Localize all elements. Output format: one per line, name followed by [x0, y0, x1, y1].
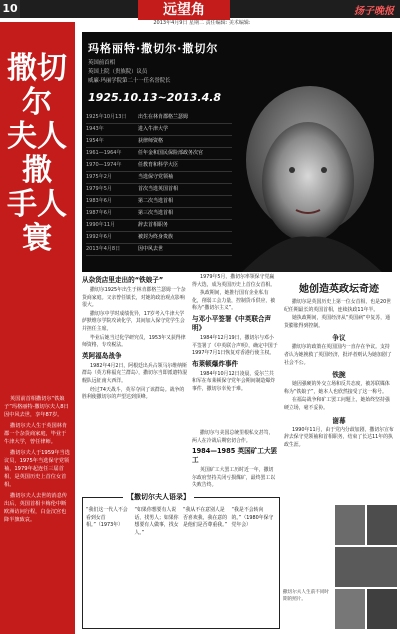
body-paragraph: 撒切尔中学时成绩优异，17岁考入牛津大学萨默维尔学院攻读化学，其间加入保守党学生会并担任主席。 — [82, 310, 185, 332]
timeline-row — [86, 208, 232, 220]
body-paragraph: 经过74天战斗，英军夺回了该群岛。战争的胜利使撒切尔的声望达到顶峰。 — [82, 386, 185, 401]
timeline-year: 1970—1974年 — [86, 162, 122, 168]
photo — [335, 547, 397, 587]
body-paragraph: 撒切尔1925年出生于林肯郡格兰瑟姆一个杂货商家庭。父亲曾任镇长，对她的政治观点影响很大。 — [82, 287, 186, 309]
timeline-row — [86, 232, 232, 244]
left-lead-text — [4, 395, 70, 527]
article-column-2 — [192, 274, 278, 395]
timeline-year: 1983年6月 — [86, 198, 112, 204]
timeline-event: 出生在林肯郡格兰瑟姆 — [138, 114, 189, 120]
timeline-event: 进入牛津大学 — [138, 126, 169, 132]
timeline-year: 1979年5月 — [86, 186, 112, 192]
quote-item: “我们这一代人不会看到女首相。”（1973年） — [86, 507, 128, 529]
timeline-year: 1987年6月 — [86, 210, 112, 216]
dateline: 2013年4月9日 星期二 责任编辑: 美术编辑: — [153, 20, 251, 26]
body-paragraph: 撒切尔是英国历史上第一位女首相，也是20世纪任期最长的英国首相，连续执政11年半。 — [284, 299, 392, 313]
life-dates: 1925.10.13~2013.4.8 — [88, 91, 222, 104]
body-paragraph: 1990年11月，由于党内分歧加剧，撒切尔宣布辞去保守党领袖和首相职务，结束了长达11年的执政生涯。 — [284, 426, 394, 448]
quote-item: “我从不在意别人是否喜欢我，我在意的是他们是否尊重我。” — [183, 507, 228, 529]
body-paragraph: 她执政期间，英国经济从“英国病”中复苏，通货膨胀得到控制。 — [284, 315, 390, 329]
timeline-row — [86, 112, 232, 124]
newspaper-logo: 扬子晚报 — [354, 6, 394, 17]
timeline-event: 辞去首相职务 — [138, 222, 169, 228]
portrait-role: 英国上院（贵族院）议员 — [88, 69, 148, 75]
timeline-event: 获律师资格 — [138, 138, 164, 144]
timeline-event: 因中风去世 — [138, 246, 164, 252]
quote-item: “如果你想要有人说话，找男人；如果你想要有人做事，找女人。” — [134, 507, 179, 536]
portrait-name: 玛格丽特·撒切尔·撒切尔 — [88, 42, 219, 55]
photo-caption: 撒切尔夫人生前不同时期的照片。 — [283, 590, 329, 602]
body-paragraph: 毕业后她当过化学研究员，1953年又获得律师资格，专攻税法。 — [82, 334, 186, 349]
timeline-year: 2013年4月8日 — [86, 246, 121, 252]
timeline-year: 1992年6月 — [86, 234, 112, 240]
timeline-row — [86, 160, 232, 172]
timeline-row — [86, 196, 232, 208]
body-paragraph: 1979年5月，撒切尔率领保守党赢得大选，成为英国历史上首位女首相。 — [192, 274, 276, 288]
body-paragraph: 撒切尔的政策在英国国内一直存在争议。支持者认为她挽救了英国经济，批评者则认为她加剧了社会不公。 — [284, 344, 392, 366]
section-title: 远望角 — [138, 0, 230, 20]
portrait-role: 英国前首相 — [88, 60, 115, 66]
timeline-event: 第三次当选首相 — [138, 210, 174, 216]
timeline-event: 任教育和科学大臣 — [138, 162, 179, 168]
timeline-row — [86, 148, 232, 160]
timeline-event: 当选保守党领袖 — [138, 174, 174, 180]
portrait-panel — [82, 32, 392, 272]
body-paragraph: 英国矿工大罢工历时近一年，撒切尔政府坚持关闭亏损煤矿，最终罢工以失败告终。 — [192, 467, 276, 489]
subheading: 与邓小平签署《中英联合声明》 — [192, 314, 272, 332]
body-paragraph: 在福岛战争和矿工罢工问题上，她始终坚持强硬立场，毫不妥协。 — [284, 397, 390, 411]
photo — [335, 589, 365, 629]
article-column-1 — [82, 274, 188, 403]
sidebar-heading: 她创造英政坛奇迹 — [299, 284, 379, 295]
timeline-year: 1961—1964年 — [86, 150, 122, 156]
lead-paragraph: 撒切尔夫人生于英国林肯郡一个杂货商家庭，毕业于牛津大学，曾任律师。 — [4, 423, 68, 445]
timeline-row — [86, 172, 232, 184]
timeline-row — [86, 220, 232, 232]
timeline-year: 1943年 — [86, 126, 104, 132]
timeline-row — [86, 244, 232, 256]
main-headline — [4, 52, 70, 256]
timeline-row — [86, 136, 232, 148]
photo-collage — [283, 505, 397, 629]
subheading: 争议 — [332, 334, 346, 343]
lead-paragraph: 撒切尔夫人去世的消息传出后，英国首相卡梅伦中断欧洲访问行程，白金汉宫也降半旗致哀。 — [4, 493, 68, 523]
body-paragraph: 1984年10月12日凌晨，爱尔兰共和军在布莱顿保守党年会期间制造爆炸事件，撒切尔幸免于难。 — [192, 370, 276, 392]
timeline-year: 1954年 — [86, 138, 104, 144]
photo — [367, 505, 397, 545]
subheading: 谢幕 — [332, 416, 346, 425]
body-paragraph: 撒切尔与美国总统里根私交甚笃，两人在冷战后期密切合作。 — [192, 430, 274, 444]
quote-item: “我是不会转向的。”（1980年保守党年会） — [231, 507, 274, 529]
quotes-title: 【撒切尔夫人语录】 — [123, 492, 194, 502]
photo — [335, 505, 365, 545]
timeline-event: 第二次当选首相 — [138, 198, 174, 204]
lead-paragraph: 英国前首相撒切尔“铁娘子”玛格丽特·撒切尔夫人8日因中风去世，享年87岁。 — [4, 396, 69, 418]
subheading: 布莱顿爆炸事件 — [192, 359, 239, 368]
headline-line: 撒切尔 — [7, 51, 67, 120]
timeline-year: 1990年11月 — [86, 222, 116, 228]
subheading: 1984—1985 英国矿工大罢工 — [192, 447, 278, 465]
photo — [367, 589, 397, 629]
lead-paragraph: 撒切尔夫人于1959年当选议员，1975年当选保守党领袖，1979年起连任三届首相，是英国历史上首位女首相。 — [4, 450, 70, 488]
subheading: 从杂货店里走出的“铁娘子” — [82, 276, 164, 284]
body-paragraph: 1982年4月2日，阿根廷出兵占领马尔维纳斯群岛（英方称福克兰群岛），撒切尔当即派遣特混舰队远征南大西洋。 — [82, 362, 188, 384]
timeline-event: 首次当选英国首相 — [138, 186, 179, 192]
body-paragraph: 执政期间，她推行国有企业私有化，削弱工会力量，控制货币供应，被称为“撒切尔主义”。 — [192, 290, 276, 312]
portrait-role: 威廉·玛丽学院第二十一任名誉院长 — [88, 78, 171, 84]
timeline-year: 1975年2月 — [86, 174, 112, 180]
headline-line: 手人寰 — [7, 187, 67, 256]
timeline-event: 任年金和国民保险部政务次官 — [138, 150, 204, 156]
body-paragraph: 她因强硬的外交立场和反共态度，被苏联媒体称为“铁娘子”，她本人也欣然接受了这一称号。 — [284, 381, 390, 395]
headline-line: 夫人撒 — [7, 119, 67, 188]
subheading: 英阿福岛战争 — [82, 351, 122, 360]
quotes-box — [82, 493, 280, 629]
career-timeline — [86, 112, 232, 256]
article-column-3 — [192, 430, 278, 491]
page-number: 10 — [0, 0, 20, 18]
timeline-row — [86, 184, 232, 196]
timeline-event: 被封为终身贵族 — [138, 234, 174, 240]
subheading: 铁腕 — [332, 371, 346, 380]
timeline-year: 1925年10月13日 — [86, 114, 127, 120]
sidebar-article — [284, 280, 394, 450]
body-paragraph: 1984年12月19日，撒切尔与邓小平签署了《中英联合声明》，确定中国于1997年7月1日恢复对香港行使主权。 — [192, 334, 278, 357]
timeline-row — [86, 124, 232, 136]
